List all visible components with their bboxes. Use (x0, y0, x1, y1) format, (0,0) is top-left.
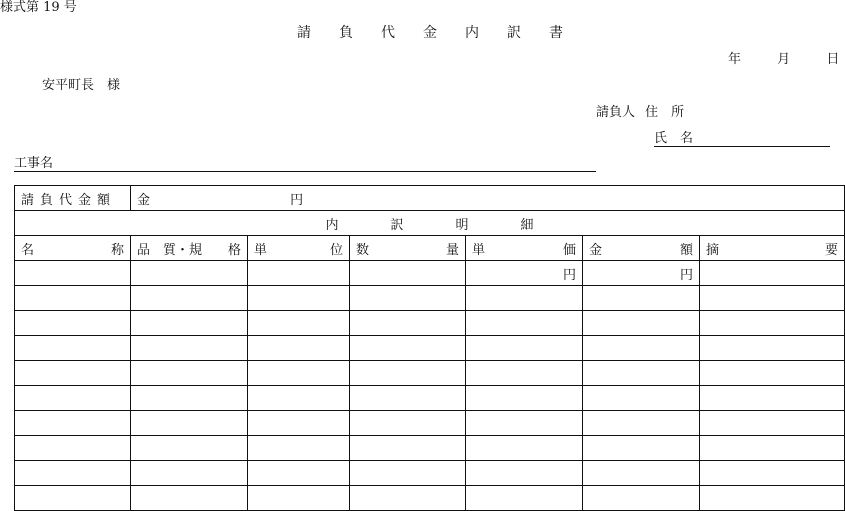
cell-quality-spec[interactable] (131, 311, 248, 336)
cell-name[interactable] (15, 261, 131, 286)
work-name-label: 工事名 (14, 156, 54, 171)
cell-unit[interactable] (248, 286, 350, 311)
contractor-name-line[interactable] (654, 132, 830, 147)
cell-name[interactable] (15, 461, 131, 486)
day-label: 日 (826, 52, 840, 67)
date-line (728, 53, 839, 66)
cell-quantity[interactable] (350, 386, 466, 411)
cell-remarks[interactable] (700, 486, 845, 511)
breakdown-title: 内 訳 明 細 (15, 211, 845, 236)
cell-quantity[interactable] (350, 411, 466, 436)
amount-prefix: 金 (137, 192, 151, 208)
cell-name[interactable] (15, 411, 131, 436)
cell-quantity[interactable] (350, 361, 466, 386)
cell-name[interactable] (15, 336, 131, 361)
cell-quality-spec[interactable] (131, 436, 248, 461)
cell-unit-price[interactable] (466, 336, 583, 361)
cell-unit-price[interactable] (466, 461, 583, 486)
cell-amount[interactable] (583, 486, 700, 511)
table-row (15, 486, 845, 511)
contract-amount-label: 請負代金額 (15, 186, 131, 211)
cell-amount[interactable]: 円 (583, 261, 700, 286)
cell-quantity[interactable] (350, 311, 466, 336)
contract-amount-row (15, 186, 845, 211)
cell-remarks[interactable] (700, 386, 845, 411)
table-row (15, 311, 845, 336)
cell-unit-price[interactable] (466, 311, 583, 336)
col-header-name: 名 称 (15, 236, 131, 261)
table-row (15, 361, 845, 386)
cell-amount[interactable] (583, 311, 700, 336)
cell-quality-spec[interactable] (131, 361, 248, 386)
cell-remarks[interactable] (700, 286, 845, 311)
month-label: 月 (777, 52, 791, 67)
col-header-remarks: 摘 要 (700, 236, 845, 261)
addressee: 安平町長 様 (42, 78, 121, 93)
cell-unit[interactable] (248, 461, 350, 486)
col-header-quantity: 数 量 (350, 236, 466, 261)
cell-remarks[interactable] (700, 361, 845, 386)
cell-quantity[interactable] (350, 286, 466, 311)
cell-unit-price[interactable] (466, 411, 583, 436)
col-header-amount: 金 額 (583, 236, 700, 261)
cell-amount[interactable] (583, 286, 700, 311)
cell-amount[interactable] (583, 361, 700, 386)
table-row (15, 286, 845, 311)
cell-unit[interactable] (248, 386, 350, 411)
table-row (15, 386, 845, 411)
col-header-quality-spec: 品 質・規 格 (131, 236, 248, 261)
cell-quality-spec[interactable] (131, 411, 248, 436)
cell-unit-price[interactable] (466, 386, 583, 411)
cell-quantity[interactable] (350, 436, 466, 461)
cell-unit-price[interactable] (466, 361, 583, 386)
table-row (15, 261, 845, 286)
cell-quality-spec[interactable] (131, 386, 248, 411)
cell-name[interactable] (15, 486, 131, 511)
cell-name[interactable] (15, 436, 131, 461)
table-row (15, 336, 845, 361)
document-title: 請 負 代 金 内 訳 書 (297, 25, 563, 41)
cell-unit-price[interactable] (466, 436, 583, 461)
amount-unit: 円 (290, 192, 304, 208)
column-header-row (15, 236, 845, 261)
cell-amount[interactable] (583, 336, 700, 361)
cell-unit[interactable] (248, 336, 350, 361)
cell-unit[interactable] (248, 486, 350, 511)
cell-name[interactable] (15, 386, 131, 411)
cell-unit[interactable] (248, 411, 350, 436)
contract-amount-cell[interactable] (131, 186, 845, 211)
work-name-line[interactable] (14, 157, 596, 172)
cell-unit[interactable] (248, 261, 350, 286)
col-header-unit: 単 位 (248, 236, 350, 261)
cell-amount[interactable] (583, 461, 700, 486)
breakdown-title-row (15, 211, 845, 236)
contractor-label: 請負人 (596, 105, 636, 120)
table-row (15, 461, 845, 486)
address-label: 住 所 (645, 105, 685, 120)
cell-unit-price[interactable] (466, 286, 583, 311)
cell-unit-price[interactable]: 円 (466, 261, 583, 286)
cell-quality-spec[interactable] (131, 261, 248, 286)
table-row (15, 436, 845, 461)
col-header-unit-price: 単 価 (466, 236, 583, 261)
cell-quantity[interactable] (350, 486, 466, 511)
cell-unit-price[interactable] (466, 486, 583, 511)
cell-quality-spec[interactable] (131, 286, 248, 311)
cell-name[interactable] (15, 311, 131, 336)
cell-unit[interactable] (248, 361, 350, 386)
cell-remarks[interactable] (700, 461, 845, 486)
cell-amount[interactable] (583, 386, 700, 411)
cell-quantity[interactable] (350, 261, 466, 286)
cell-amount[interactable] (583, 436, 700, 461)
cell-remarks[interactable] (700, 436, 845, 461)
cell-name[interactable] (15, 286, 131, 311)
cell-quantity[interactable] (350, 336, 466, 361)
cell-remarks[interactable] (700, 311, 845, 336)
cell-amount[interactable] (583, 411, 700, 436)
cell-name[interactable] (15, 361, 131, 386)
form-number: 様式第 19 号 (0, 0, 77, 15)
name-label: 氏 名 (654, 131, 694, 146)
cell-remarks[interactable] (700, 261, 845, 286)
breakdown-table (14, 185, 845, 511)
cell-quantity[interactable] (350, 461, 466, 486)
year-label: 年 (728, 52, 742, 67)
table-row (15, 411, 845, 436)
cell-remarks[interactable] (700, 411, 845, 436)
cell-quality-spec[interactable] (131, 461, 248, 486)
cell-remarks[interactable] (700, 336, 845, 361)
cell-unit[interactable] (248, 436, 350, 461)
cell-quality-spec[interactable] (131, 486, 248, 511)
cell-unit[interactable] (248, 311, 350, 336)
contractor-address (596, 106, 684, 119)
cell-quality-spec[interactable] (131, 336, 248, 361)
